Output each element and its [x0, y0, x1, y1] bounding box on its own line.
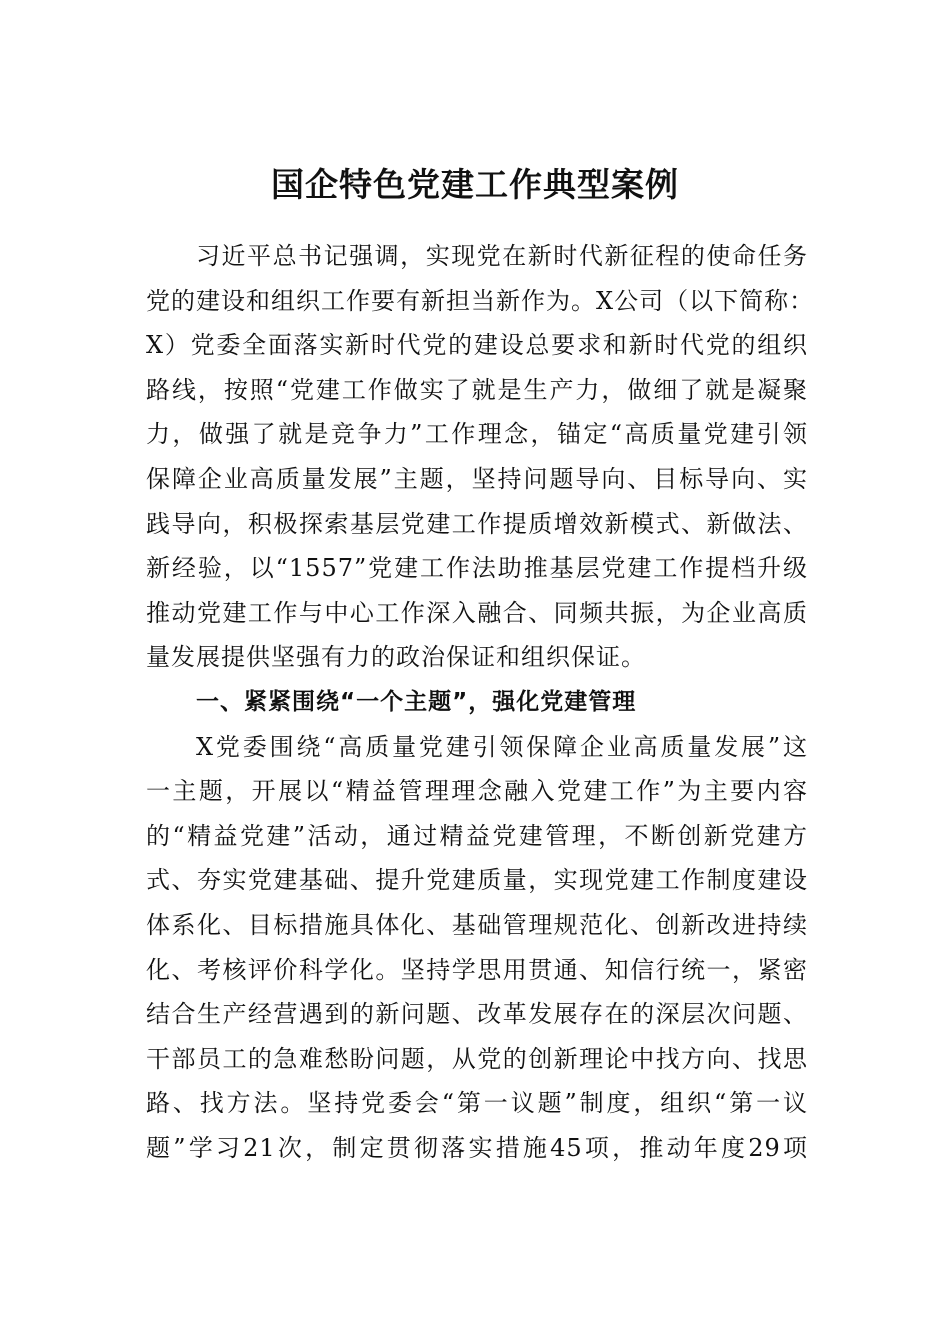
text-line: X党委围绕“高质量党建引领保障企业高质量发展”这	[196, 732, 808, 761]
text-line: 保障企业高质量发展”主题，坚持问题导向、目标导向、实	[146, 464, 808, 493]
text-line: 干部员工的急难愁盼问题，从党的创新理论中找方向、找思	[146, 1044, 808, 1073]
text-line: 体系化、目标措施具体化、基础管理规范化、创新改进持续	[146, 910, 808, 939]
text-line: 力，做强了就是竞争力”工作理念，锚定“高质量党建引领	[146, 420, 808, 449]
text-line: 路、找方法。坚持党委会“第一议题”制度，组织“第一议	[146, 1089, 808, 1118]
section-heading: 一、紧紧围绕“一个主题”，强化党建管理	[196, 688, 637, 715]
text-line: 一主题，开展以“精益管理理念融入党建工作”为主要内容	[146, 777, 808, 806]
text-line: 党的建设和组织工作要有新担当新作为。X公司（以下简称：	[146, 286, 815, 315]
text-line: 的“精益党建”活动，通过精益党建管理，不断创新党建方	[146, 821, 808, 850]
text-line: X）党委全面落实新时代党的建设总要求和新时代党的组织	[146, 331, 808, 360]
text-line: 量发展提供坚强有力的政治保证和组织保证。	[146, 643, 646, 672]
text-line: 题”学习21次，制定贯彻落实措施45项，推动年度29项	[146, 1133, 808, 1162]
paragraph-section-one	[146, 725, 808, 1171]
text-line: 推动党建工作与中心工作深入融合、同频共振，为企业高质	[146, 598, 808, 627]
paragraph-intro	[146, 234, 815, 680]
text-line: 践导向，积极探索基层党建工作提质增效新模式、新做法、	[146, 509, 808, 538]
text-line: 路线，按照“党建工作做实了就是生产力，做细了就是凝聚	[146, 375, 808, 404]
text-line: 新经验，以“1557”党建工作法助推基层党建工作提档升级	[146, 554, 808, 583]
text-line: 习近平总书记强调，实现党在新时代新征程的使命任务	[196, 242, 808, 270]
text-line: 式、夯实党建基础、提升党建质量，实现党建工作制度建设	[146, 866, 808, 895]
document-body	[146, 234, 815, 1170]
text-line: 化、考核评价科学化。坚持学思用贯通、知信行统一，紧密	[146, 955, 808, 984]
text-line: 结合生产经营遇到的新问题、改革发展存在的深层次问题、	[146, 1000, 808, 1029]
document-title: 国企特色党建工作典型案例	[271, 165, 679, 204]
